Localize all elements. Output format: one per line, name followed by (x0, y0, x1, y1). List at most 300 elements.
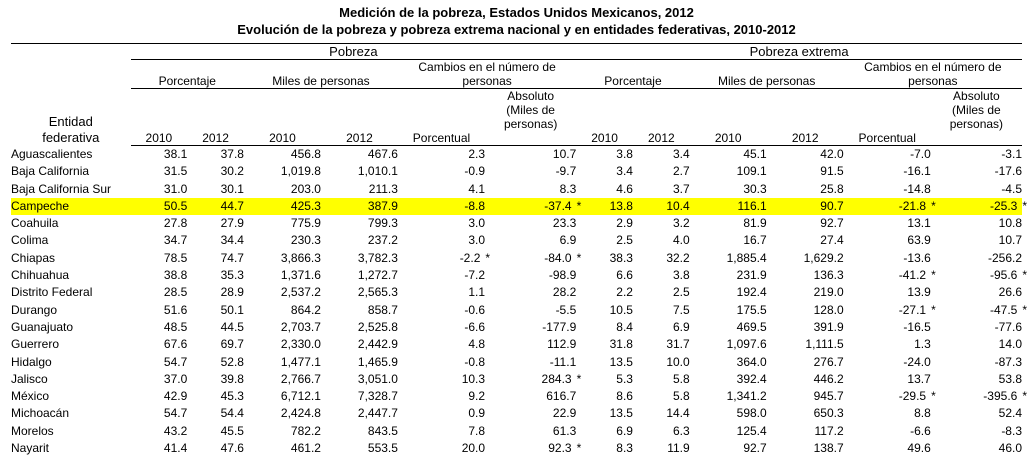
data-cell: 50.1 (220, 302, 244, 317)
data-cell: 7.8 (468, 423, 486, 438)
significance-marker: * (576, 441, 582, 456)
entity-name-cell: Chiapas (11, 250, 56, 265)
data-cell: 2,330.0 (280, 337, 321, 352)
data-cell: 3.0 (468, 216, 486, 231)
data-cell: 92.7 (743, 441, 767, 456)
data-cell: -14.8 (903, 181, 931, 196)
data-cell: 945.7 (813, 389, 844, 404)
subheader-porcentaje-pobreza: Porcentaje (131, 60, 244, 89)
data-cell: 26.6 (998, 285, 1022, 300)
table-row (11, 423, 1022, 440)
data-cell: 38.1 (163, 147, 188, 161)
data-cell: 20.0 (461, 441, 486, 456)
data-cell: 10.3 (461, 371, 486, 386)
data-cell: 31.7 (666, 337, 690, 352)
significance-marker: * (931, 198, 936, 213)
data-cell: -21.8 * (844, 198, 931, 215)
data-cell: 864.2 (290, 302, 321, 317)
data-cell: 4.6 (616, 181, 633, 196)
data-cell: 4.8 (468, 337, 486, 352)
data-cell: -3.1 (1001, 147, 1022, 161)
data-cell: 30.1 (220, 181, 244, 196)
year-header-2: 2010 (244, 131, 321, 146)
significance-marker: * (1022, 389, 1027, 404)
table-row (11, 354, 1022, 371)
data-cell: 469.5 (736, 319, 767, 334)
data-cell: 799.3 (367, 216, 398, 231)
data-cell: 13.1 (907, 216, 931, 231)
entity-name-cell: Durango (11, 302, 58, 317)
data-cell: 1,097.6 (726, 337, 767, 352)
data-cell: 192.4 (736, 285, 767, 300)
table-row (11, 405, 1022, 422)
data-cell: 78.5 (163, 250, 188, 265)
data-cell: 446.2 (813, 371, 844, 386)
data-cell: 46.0 (998, 441, 1022, 456)
data-cell: 3,051.0 (357, 371, 398, 386)
data-cell: 54.7 (163, 354, 188, 369)
data-cell: 27.9 (220, 216, 244, 231)
data-cell: -13.6 (903, 250, 931, 265)
data-cell: -11.1 (549, 354, 577, 369)
data-cell: 8.8 (914, 406, 931, 421)
data-cell: 782.2 (290, 423, 321, 438)
data-cell: 13.9 (907, 285, 931, 300)
table-row (11, 232, 1022, 249)
year-header-1: 2012 (187, 131, 244, 146)
data-cell: 6,712.1 (280, 389, 321, 404)
data-cell: 81.9 (743, 216, 767, 231)
table-header (11, 44, 1022, 146)
data-cell: 2,424.8 (280, 406, 321, 421)
subheader-cambios-pobreza: Cambios en el número de personas (398, 60, 576, 89)
data-cell: 50.5 (131, 198, 188, 215)
data-cell: 45.3 (220, 389, 244, 404)
data-cell: 25.8 (820, 181, 844, 196)
data-cell: 2.5 (673, 285, 690, 300)
data-cell: 117.2 (814, 423, 844, 438)
data-cell: 10.5 (609, 302, 633, 317)
data-cell: 61.3 (552, 423, 577, 438)
spacer-cell-5 (690, 89, 844, 132)
data-cell: 32.2 (666, 250, 690, 265)
data-cell: 5.8 (673, 389, 690, 404)
entity-name-cell: Distrito Federal (11, 285, 93, 300)
table-row (11, 302, 1022, 319)
data-cell: 54.4 (220, 406, 244, 421)
year-header-0: 2010 (131, 131, 188, 146)
data-cell: 616.7 (546, 389, 577, 404)
entity-name-cell: Guerrero (11, 337, 60, 352)
data-cell: 34.7 (163, 233, 188, 248)
data-cell: 1.1 (468, 285, 486, 300)
data-cell: -27.1 * (898, 302, 936, 317)
data-cell: 27.4 (820, 233, 844, 248)
entity-name-cell: Baja California (11, 164, 90, 179)
data-cell: -395.6 * (983, 389, 1027, 404)
significance-marker: * (931, 302, 936, 317)
spacer-cell-3 (398, 89, 485, 132)
subheader-miles-extrema: Miles de personas (690, 60, 844, 89)
absolute-line-3: personas) (503, 117, 558, 131)
data-cell: 92.7 (820, 216, 844, 231)
table-row (11, 267, 1022, 284)
data-cell: 3.2 (673, 216, 690, 231)
absolute-line-2: (Miles de (506, 103, 555, 117)
data-cell: -5.5 (555, 302, 577, 317)
data-cell: 52.8 (220, 354, 244, 369)
group-header-row (11, 44, 1022, 60)
data-cell: 7.5 (673, 302, 690, 317)
data-cell: 51.6 (163, 302, 188, 317)
report-title-line-1: Medición de la pobreza, Estados Unidos Mexicanos, 2012 (339, 5, 694, 20)
data-cell: -25.3 * (931, 198, 1022, 215)
data-cell: 28.9 (220, 285, 244, 300)
entity-name-cell: Guanajuato (11, 319, 74, 334)
data-cell: 22.9 (552, 406, 577, 421)
data-cell: 69.7 (220, 337, 244, 352)
data-cell: -8.3 (1001, 423, 1022, 438)
data-cell: 34.4 (220, 233, 244, 248)
data-cell: -256.2 (987, 250, 1022, 265)
data-cell: -37.4 * (485, 198, 576, 215)
data-cell: 128.0 (813, 302, 844, 317)
data-cell: 2,537.2 (280, 285, 321, 300)
data-cell: 54.7 (163, 406, 188, 421)
data-cell: 63.9 (907, 233, 931, 248)
data-cell: 6.3 (673, 423, 690, 438)
data-cell: -16.1 (903, 164, 931, 179)
data-cell: 10.7 (552, 147, 577, 161)
data-cell: -0.8 (464, 354, 486, 369)
data-cell: 30.3 (743, 181, 767, 196)
table-row (11, 250, 1022, 267)
data-cell: 1,371.6 (280, 268, 321, 283)
data-cell: 843.5 (367, 423, 398, 438)
data-cell: 10.8 (998, 216, 1022, 231)
table-row (11, 146, 1022, 164)
entity-name-cell: Campeche (11, 198, 131, 215)
data-cell: 10.4 (633, 198, 690, 215)
spacer-cell-1 (131, 89, 244, 132)
data-cell: 35.3 (220, 268, 244, 283)
report-titles (0, 0, 1033, 38)
year-header-4: Porcentual (398, 131, 485, 146)
data-cell: 8.3 (559, 181, 577, 196)
data-cell: 9.2 (468, 389, 486, 404)
data-cell: 52.4 (998, 406, 1022, 421)
data-cell: 31.8 (609, 337, 633, 352)
data-cell: 67.6 (163, 337, 188, 352)
data-cell: 13.5 (609, 354, 633, 369)
data-cell: 461.2 (290, 441, 321, 456)
table-row (11, 371, 1022, 388)
data-cell: 650.3 (813, 406, 844, 421)
data-cell: 11.9 (667, 441, 690, 456)
data-cell: 0.9 (468, 406, 486, 421)
data-cell: 553.5 (367, 441, 398, 456)
subheader-miles-pobreza: Miles de personas (244, 60, 398, 89)
data-cell: 47.6 (220, 441, 244, 456)
table-row (11, 336, 1022, 353)
year-header-3: 2012 (321, 131, 398, 146)
entity-name-cell: Michoacán (11, 406, 70, 421)
entity-name-cell: Jalisco (11, 371, 48, 386)
data-cell: 598.0 (736, 406, 767, 421)
entity-name-cell: Aguascalientes (11, 147, 93, 161)
data-cell: -87.3 (994, 354, 1022, 369)
year-header-5 (485, 131, 576, 146)
significance-marker: * (576, 250, 582, 265)
data-cell: -2.2 * (459, 250, 491, 265)
data-cell: -6.6 (910, 423, 931, 438)
data-cell: 5.3 (616, 371, 633, 386)
data-cell: 1,010.1 (357, 164, 398, 179)
data-cell: 8.6 (616, 389, 633, 404)
absolute-subheader-row (11, 89, 1022, 132)
data-cell: 7,328.7 (357, 389, 398, 404)
data-cell: -7.2 (464, 268, 486, 283)
absolute-line-3: personas) (949, 117, 1004, 131)
data-cell: -8.8 (398, 198, 485, 215)
data-cell: 3.4 (673, 147, 690, 161)
data-cell: 1.3 (914, 337, 931, 352)
data-cell: -98.9 (548, 268, 577, 283)
data-cell: 74.7 (220, 250, 244, 265)
data-cell: -24.0 (903, 354, 931, 369)
data-cell: 467.6 (367, 147, 398, 161)
subheader-cambios-extrema: Cambios en el número de personas (844, 60, 1022, 89)
data-cell: 41.4 (163, 441, 188, 456)
year-header-9: 2012 (767, 131, 844, 146)
data-cell: 28.2 (552, 285, 577, 300)
data-cell: 45.5 (220, 423, 244, 438)
absolute-header-pobreza (485, 89, 576, 132)
data-cell: 2.5 (616, 233, 633, 248)
data-cell: 136.3 (813, 268, 844, 283)
data-cell: -47.5 * (989, 302, 1027, 317)
spacer-cell-4 (576, 89, 689, 132)
data-cell: 92.3 * (548, 441, 582, 456)
data-cell: 8.3 (616, 441, 633, 456)
data-cell: 1,341.2 (726, 389, 767, 404)
table-row (11, 319, 1022, 336)
spacer-cell-6 (844, 89, 931, 132)
year-header-10: Porcentual (844, 131, 931, 146)
significance-marker: * (1022, 268, 1027, 283)
data-cell: 10.0 (666, 354, 690, 369)
data-cell: 43.2 (163, 423, 188, 438)
data-cell: -95.6 * (989, 268, 1027, 283)
data-cell: 364.0 (736, 354, 767, 369)
entity-name-cell: Baja California Sur (11, 181, 112, 196)
data-cell: 53.8 (998, 371, 1022, 386)
absolute-line-1: Absoluto (953, 89, 1000, 103)
entity-name-cell: Nayarit (11, 441, 50, 456)
data-cell: 3,866.3 (280, 250, 321, 265)
data-cell: 1,111.5 (805, 337, 844, 352)
data-cell: 13.7 (907, 371, 931, 386)
data-cell: 3.4 (616, 164, 633, 179)
data-cell: 3.0 (468, 233, 486, 248)
data-cell: 2,447.7 (357, 406, 398, 421)
data-cell: 175.5 (736, 302, 767, 317)
subheader-porcentaje-extrema: Porcentaje (576, 60, 689, 89)
significance-marker: * (1022, 302, 1027, 317)
absolute-line-1: Absoluto (507, 89, 554, 103)
data-cell: 2,565.3 (357, 285, 398, 300)
data-cell: 39.8 (220, 371, 244, 386)
significance-marker: * (576, 198, 582, 213)
year-header-row (11, 131, 1022, 146)
entity-name-cell: Morelos (11, 423, 54, 438)
table-row (11, 198, 1022, 215)
significance-marker: * (576, 371, 582, 386)
year-header-8: 2010 (690, 131, 767, 146)
significance-marker: * (931, 268, 936, 283)
data-cell: 6.6 (616, 268, 633, 283)
data-cell: -16.5 (903, 319, 931, 334)
data-cell: 2.9 (616, 216, 633, 231)
data-cell: 27.8 (163, 216, 188, 231)
data-cell: 1,477.1 (280, 354, 321, 369)
year-header-11 (931, 131, 1022, 146)
group-header-pobreza-extrema: Pobreza extrema (576, 44, 1022, 60)
data-cell: 237.2 (367, 233, 398, 248)
data-cell: -17.6 (994, 164, 1022, 179)
table-row (11, 388, 1022, 405)
data-cell: 6.9 (673, 319, 690, 334)
data-cell: -177.9 (542, 319, 577, 334)
table-row (11, 284, 1022, 301)
entity-name-cell: Coahuila (11, 216, 59, 231)
significance-marker: * (485, 250, 491, 265)
data-cell: 858.7 (367, 302, 398, 317)
data-cell: -0.9 (464, 164, 486, 179)
table-row (11, 440, 1022, 457)
data-cell: 387.9 (321, 198, 398, 215)
data-cell: -7.0 (910, 147, 931, 161)
data-cell: 38.8 (163, 268, 188, 283)
group-header-pobreza: Pobreza (131, 44, 577, 60)
data-cell: -77.6 (994, 319, 1022, 334)
data-cell: 4.0 (673, 233, 690, 248)
data-cell: 1,272.7 (357, 268, 398, 283)
data-cell: 23.3 (552, 216, 577, 231)
data-cell: 31.5 (163, 164, 188, 179)
data-cell: -29.5 * (898, 389, 936, 404)
data-cell: 13.5 (609, 406, 633, 421)
data-cell: 44.7 (187, 198, 244, 215)
data-cell: 91.5 (820, 164, 844, 179)
data-cell: 5.8 (673, 371, 690, 386)
data-cell: 284.3 * (541, 371, 582, 386)
data-cell: 775.9 (290, 216, 321, 231)
data-cell: 112.9 (547, 337, 577, 352)
entity-column-header (11, 44, 131, 146)
subgroup-header-row (11, 60, 1022, 89)
data-cell: 28.5 (163, 285, 188, 300)
data-cell: 425.3 (244, 198, 321, 215)
data-cell: 1,629.2 (803, 250, 844, 265)
spacer-cell-2 (244, 89, 398, 132)
table-row (11, 163, 1022, 180)
year-header-6: 2010 (576, 131, 633, 146)
data-cell: 48.5 (163, 319, 188, 334)
data-cell: 90.7 (767, 198, 844, 215)
data-cell: 392.4 (736, 371, 767, 386)
data-cell: 8.4 (616, 319, 633, 334)
data-cell: -6.6 (464, 319, 486, 334)
entity-header-line-1: Entidad (48, 113, 93, 129)
data-cell: 2.7 (673, 164, 690, 179)
data-cell: 456.8 (290, 147, 321, 161)
absolute-line-2: (Miles de (952, 103, 1001, 117)
data-cell: 45.1 (743, 147, 767, 161)
data-cell: 6.9 (616, 423, 633, 438)
data-cell: -4.5 (1001, 181, 1022, 196)
data-cell: 2.2 (616, 285, 633, 300)
year-header-7: 2012 (633, 131, 690, 146)
table-body (11, 146, 1027, 458)
data-cell: -9.7 (555, 164, 577, 179)
data-cell: -0.6 (464, 302, 486, 317)
data-cell: 219.0 (813, 285, 844, 300)
data-cell: -84.0 * (544, 250, 582, 265)
data-cell: 1,019.8 (280, 164, 321, 179)
data-cell: 276.7 (813, 354, 844, 369)
data-cell: 38.3 (609, 250, 633, 265)
data-cell: 4.1 (468, 181, 486, 196)
report-title-line-2: Evolución de la pobreza y pobreza extrema nacional y en entidades federativas, 2010-2012 (237, 22, 796, 37)
entity-name-cell: Chihuahua (11, 268, 70, 283)
data-cell: 14.4 (666, 406, 690, 421)
absolute-header-extrema (931, 89, 1022, 132)
data-cell: 231.9 (736, 268, 767, 283)
data-cell: 37.0 (163, 371, 188, 386)
data-cell: -41.2 * (898, 268, 936, 283)
table-row (11, 215, 1022, 232)
data-cell: 1,885.4 (726, 250, 767, 265)
data-cell: 42.9 (163, 389, 188, 404)
entity-name-cell: Hidalgo (11, 354, 52, 369)
data-cell: 14.0 (998, 337, 1022, 352)
data-cell: 109.1 (736, 164, 767, 179)
significance-marker: * (931, 389, 936, 404)
data-cell: 391.9 (813, 319, 844, 334)
data-cell: 2,442.9 (357, 337, 398, 352)
data-cell: 30.2 (220, 164, 244, 179)
data-cell: 6.9 (559, 233, 577, 248)
poverty-table (11, 43, 1027, 457)
entity-name-cell: México (11, 389, 50, 404)
data-cell: 44.5 (220, 319, 244, 334)
data-cell: 3.8 (616, 147, 633, 161)
data-cell: 10.7 (998, 233, 1022, 248)
data-cell: 2,525.8 (357, 319, 398, 334)
data-cell: 2.3 (468, 147, 486, 161)
data-cell: 138.7 (813, 441, 844, 456)
data-cell: 203.0 (290, 181, 321, 196)
data-cell: 31.0 (163, 181, 188, 196)
data-cell: 42.0 (820, 147, 844, 161)
data-cell: 13.8 (576, 198, 633, 215)
data-cell: 116.1 (690, 198, 767, 215)
data-cell: 2,766.7 (280, 371, 321, 386)
data-cell: 125.4 (736, 423, 767, 438)
data-cell: 230.3 (290, 233, 321, 248)
significance-marker: * (1022, 198, 1027, 213)
